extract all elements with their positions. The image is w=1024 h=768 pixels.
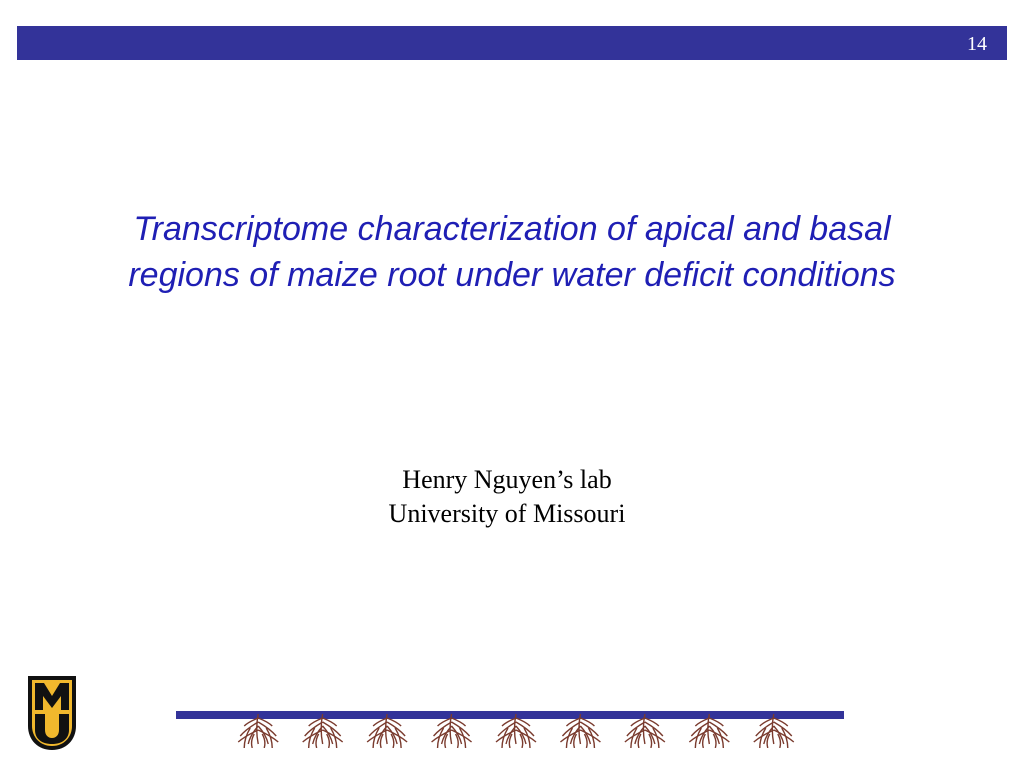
roots-decoration: [226, 712, 806, 748]
institution-name: University of Missouri: [388, 499, 626, 528]
slide-title-line-1: Transcriptome characterization of apical and basal: [133, 210, 891, 248]
root-icon: [432, 714, 472, 748]
root-icon: [496, 714, 536, 748]
slide-title-line-2: regions of maize root under water deficit conditions: [128, 256, 896, 294]
slide-title: [30, 206, 994, 298]
root-icon: [238, 714, 278, 748]
root-icon: [560, 714, 600, 748]
root-icon: [625, 714, 665, 748]
root-icon: [754, 714, 794, 748]
root-icon: [367, 714, 407, 748]
university-logo-icon: [26, 674, 78, 752]
header-bar: [17, 26, 1007, 60]
credits: [300, 463, 714, 531]
slide-number: 14: [967, 33, 987, 55]
root-icon: [303, 714, 343, 748]
root-icon: [689, 714, 729, 748]
lab-name: Henry Nguyen’s lab: [402, 465, 612, 494]
